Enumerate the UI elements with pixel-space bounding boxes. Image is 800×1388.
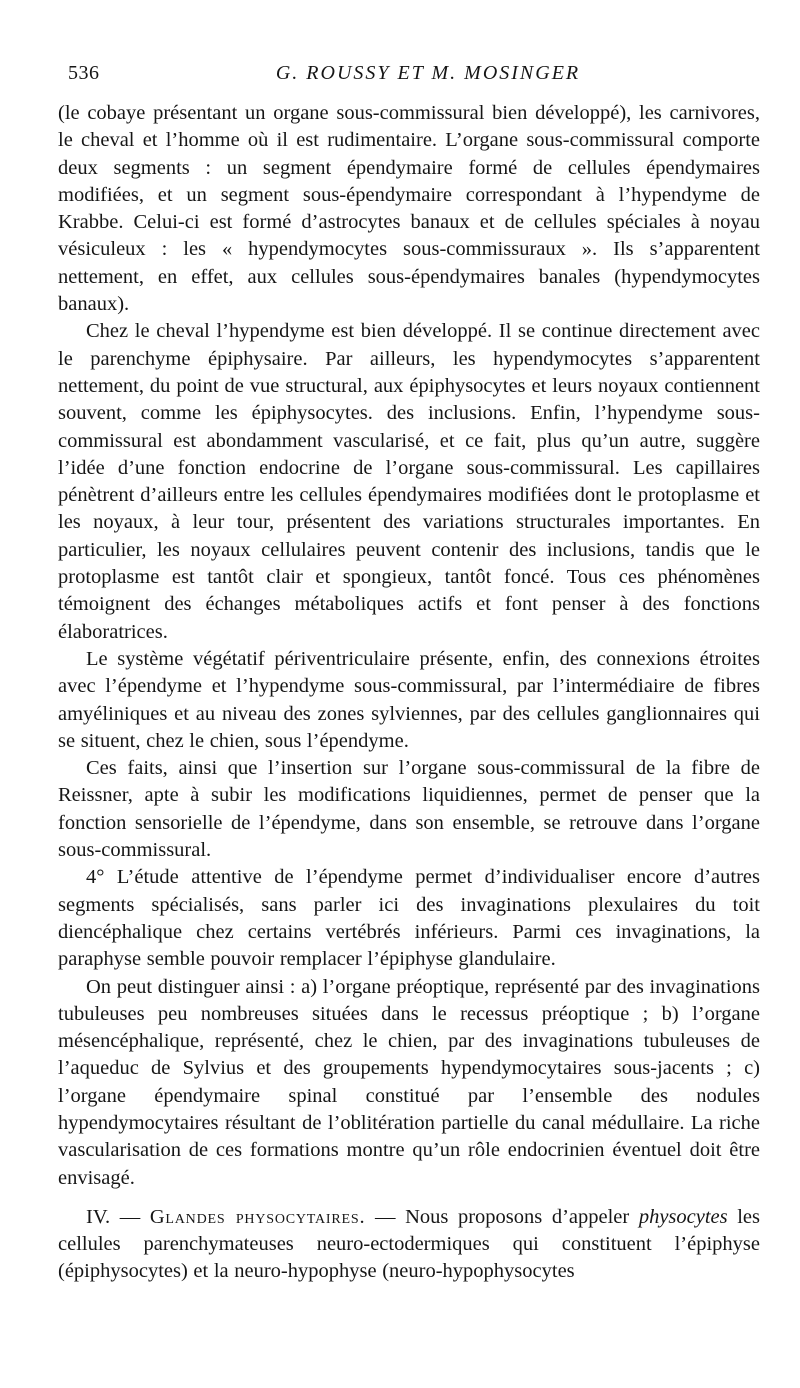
- section-heading: Glandes physocytaires.: [149, 1205, 366, 1228]
- page-number: 536: [68, 62, 100, 84]
- section-text: les cellules parenchymateuses neuro-ectodermiques qui constituent l’épiphyse (épiphysocytes) et la neuro-hypophyse (neuro-hypophysocytes: [58, 1205, 760, 1283]
- paragraph-point-4: 4° L’étude attentive de l’épendyme permet d’individualiser encore d’autres segments spécialisés, sans parler ici des invaginations plexulaires du toit diencéphalique chez certains vertébrés inférieurs. Parmi ces invaginations, la paraphyse semble pouvoir remplacer l’épiphyse glandulaire.: [58, 866, 760, 971]
- section-term: physocytes: [638, 1205, 728, 1228]
- section-numeral: IV. —: [86, 1205, 150, 1228]
- running-title: G. ROUSSY ET M. MOSINGER: [275, 62, 581, 84]
- section-intro: — Nous proposons d’appeler: [365, 1205, 639, 1228]
- paragraph-systeme-vegetatif: Le système végétatif périventriculaire présente, enfin, des connexions étroites avec l’épendyme et l’hypendyme sous-commissural, par l’intermédiaire de fibres amyéliniques et au niveau des zones sylviennes, par des cellules ganglionnaires qui se situent, chez le chien, sous l’épendyme.: [58, 647, 760, 752]
- section-iv-paragraph: [58, 1204, 760, 1286]
- paragraph-fibre-reissner: Ces faits, ainsi que l’insertion sur l’organe sous-commissural de la fibre de Reissner, apte à subir les modifications liquidiennes, permet de penser que la fonction sensorielle de l’épendyme, dans son ensemble, se retrouve dans l’organe sous-commissural.: [58, 757, 760, 862]
- paragraph-organes-specialises: On peut distinguer ainsi : a) l’organe préoptique, représenté par des invaginations tubuleuses peu nombreuses situées dans le recessus préoptique ; b) l’organe mésencéphalique, représenté, chez le chien, par des invaginations tubuleuses de l’aqueduc de Sylvius et des groupements hypendymocytaires sous-jacents ; c) l’organe épendymaire spinal constitué par l’ensemble des nodules hypendymocytaires résultant de l’oblitération partielle du canal médullaire. La riche vascularisation de ces formations montre qu’un rôle endocrinien éventuel doit être envisagé.: [58, 975, 760, 1189]
- paragraph-continuation: (le cobaye présentant un organe sous-commissural bien développé), les carnivores, le cheval et l’homme où il est rudimentaire. L’organe sous-commissural comporte deux segments : un segment épendymaire formé de cellules épendymaires modifiées, et un segment sous-épendymaire correspondant à l’hypendyme de Krabbe. Celui-ci est formé d’astrocytes banaux et de cellules spéciales à noyau vésiculeux : les « hypendymocytes sous-commissuraux ». Ils s’apparentent nettement, en effet, aux cellules sous-épendymaires banales (hypendymocytes banaux).: [58, 102, 760, 316]
- paragraph-cheval: Chez le cheval l’hypendyme est bien développé. Il se continue directement avec le parenchyme épiphysaire. Par ailleurs, les hypendymocytes s’apparentent nettement, du point de vue structural, aux épiphysocytes et leurs noyaux contiennent souvent, comme les épiphysocytes. des inclusions. Enfin, l’hypendyme sous-commissural est abondamment vascularisé, et ce fait, plus qu’un autre, suggère l’idée d’une fonction endocrine de l’organe sous-commissural. Les capillaires pénètrent d’ailleurs entre les cellules épendymaires modifiées dont le protoplasme et les noyaux, à leur tour, présentent des variations structurales importantes. En particulier, les noyaux cellulaires peuvent contenir des inclusions, tandis que le protoplasme est tantôt clair et spongieux, tantôt foncé. Tous ces phénomènes témoignent des échanges métaboliques actifs et font penser à des fonctions élaboratrices.: [58, 320, 760, 643]
- body-text: [58, 100, 760, 1286]
- running-head: [58, 62, 758, 92]
